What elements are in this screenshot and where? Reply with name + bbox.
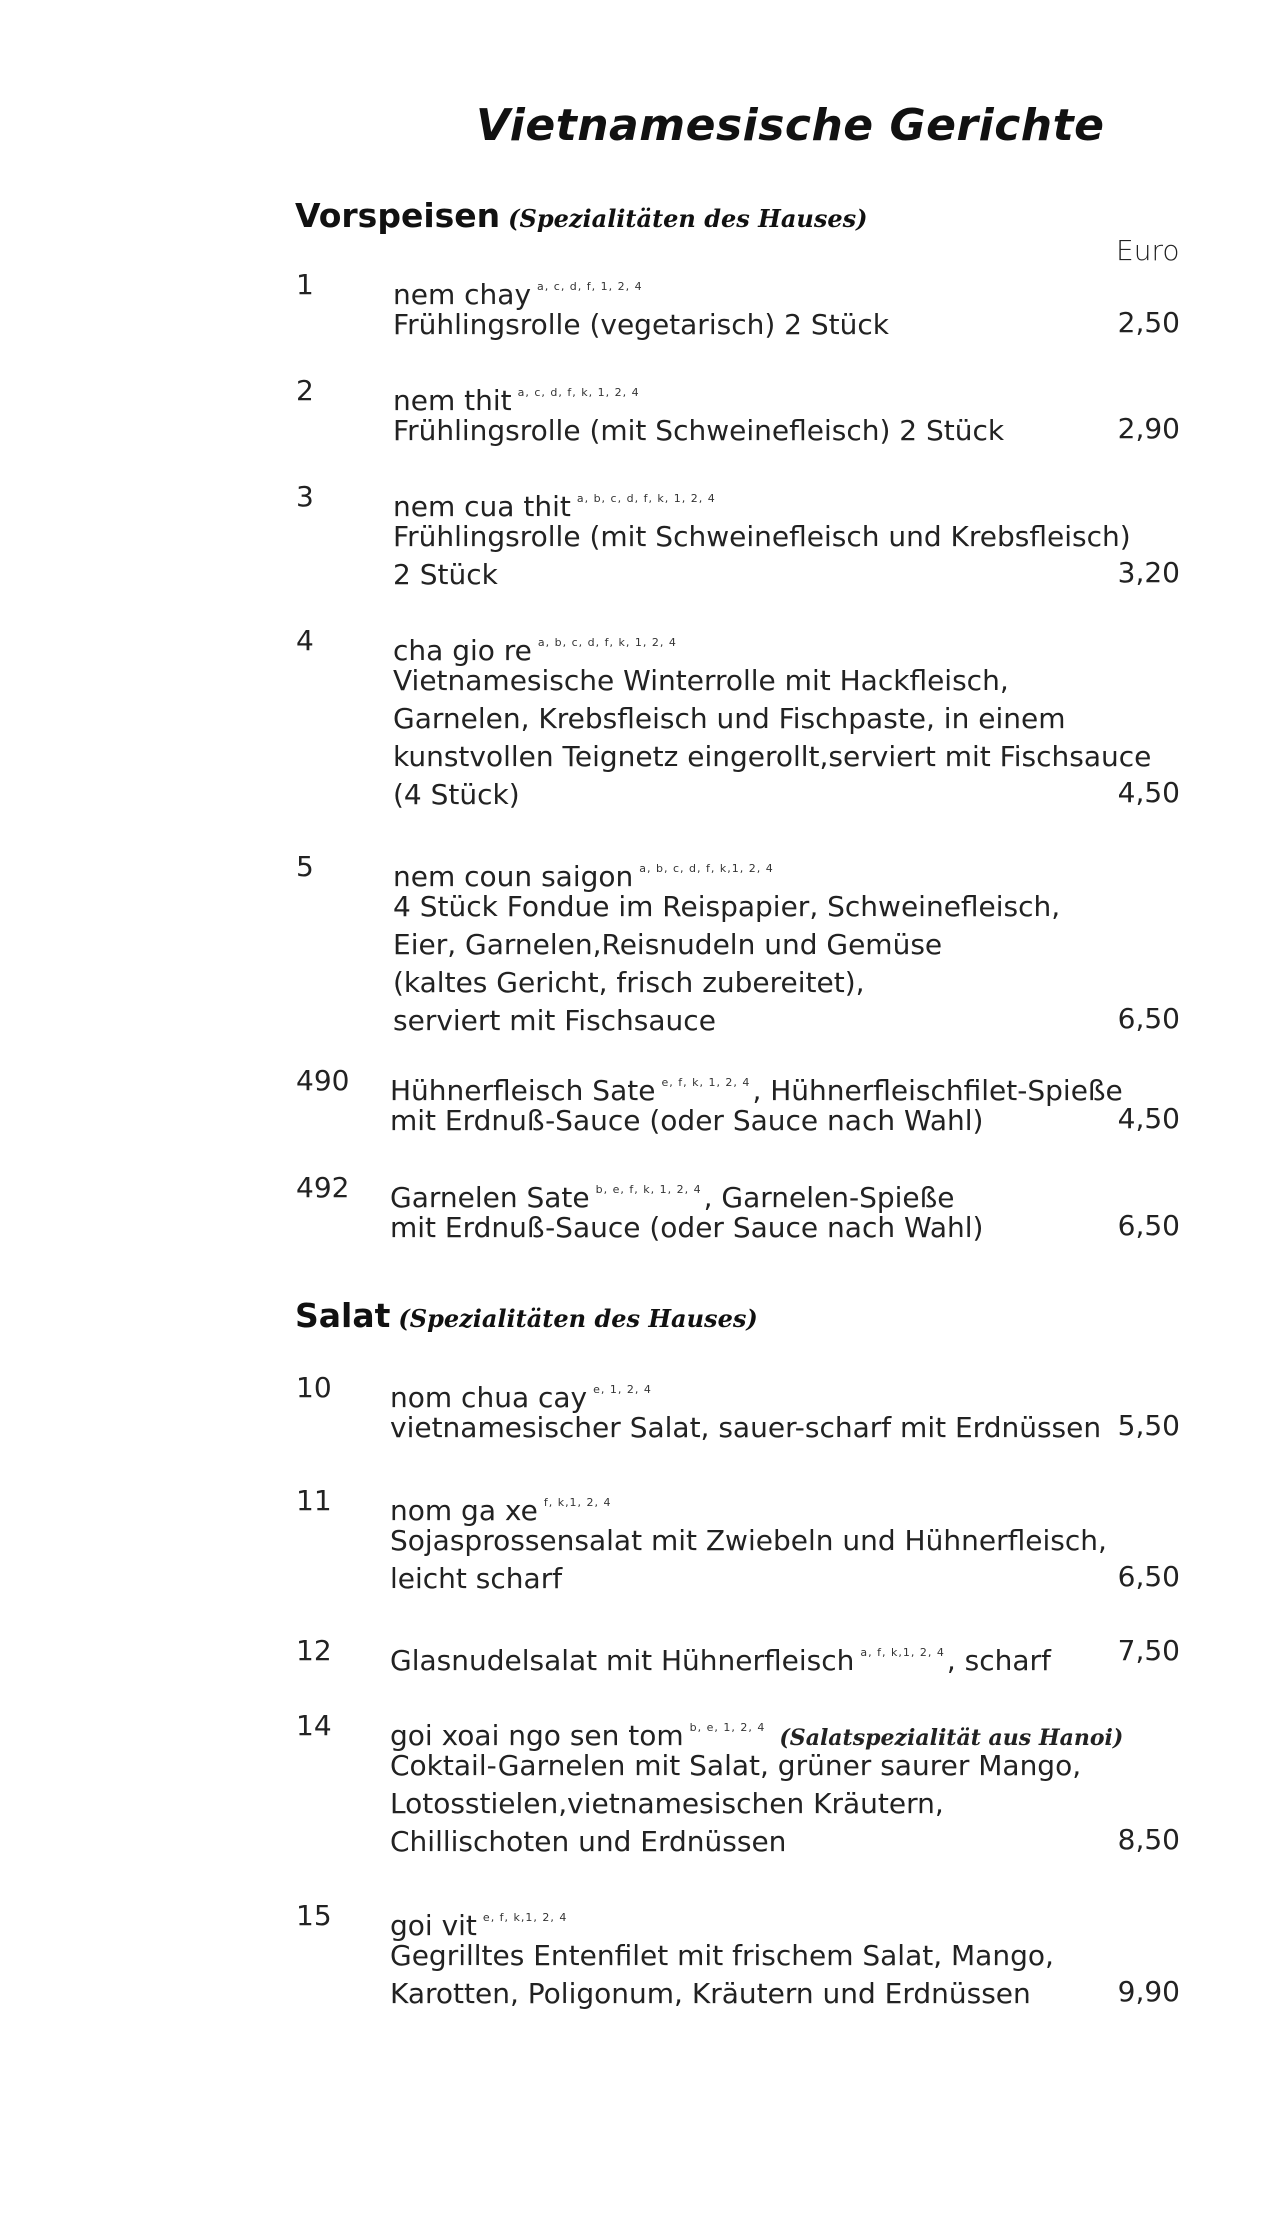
item-number: 492 (296, 1171, 350, 1204)
item-description-line: Karotten, Poligonum, Kräutern und Erdnüssen (390, 1977, 1031, 2010)
item-description-line: Frühlingsrolle (vegetarisch) 2 Stück (393, 308, 889, 341)
item-name: goi vit (390, 1909, 477, 1942)
item-description-line: serviert mit Fischsauce (393, 1004, 716, 1037)
item-price: 2,90 (1117, 412, 1180, 445)
item-name: nem cua thit (393, 490, 571, 523)
item-description-line: 2 Stück (393, 558, 498, 591)
allergen-codes: a, c, d, f, 1, 2, 4 (537, 280, 643, 293)
item-name: Glasnudelsalat mit Hühnerfleisch (390, 1644, 855, 1677)
item-description-line: Vietnamesische Winterrolle mit Hackfleisch, (393, 664, 1009, 697)
item-description-line: Lotosstielen,vietnamesischen Kräutern, (390, 1787, 944, 1820)
item-name-suffix: , Hühnerfleischfilet-Spieße (752, 1074, 1123, 1107)
section-header-vorspeisen (295, 196, 867, 235)
item-price: 6,50 (1117, 1209, 1180, 1242)
item-description-line: kunstvollen Teignetz eingerollt,serviert mit Fischsauce (393, 740, 1152, 773)
item-description-line: Chillischoten und Erdnüssen (390, 1825, 787, 1858)
item-description-line: 4 Stück Fondue im Reispapier, Schweinefleisch, (393, 890, 1061, 923)
item-description-line: Garnelen, Krebsfleisch und Fischpaste, in einem (393, 702, 1066, 735)
item-name: nom ga xe (390, 1494, 538, 1527)
section-subtitle: (Spezialitäten des Hauses) (508, 204, 868, 233)
item-name: cha gio re (393, 634, 532, 667)
item-price: 3,20 (1117, 556, 1180, 589)
item-description-line: Eier, Garnelen,Reisnudeln und Gemüse (393, 928, 943, 961)
item-price: 5,50 (1117, 1409, 1180, 1442)
item-description-line: Gegrilltes Entenfilet mit frischem Salat, Mango, (390, 1939, 1054, 1972)
item-name: goi xoai ngo sen tom (390, 1719, 684, 1752)
section-header-salat (295, 1296, 758, 1335)
item-price: 2,50 (1117, 306, 1180, 339)
item-description-line: leicht scharf (390, 1562, 563, 1595)
item-description-line: mit Erdnuß-Sauce (oder Sauce nach Wahl) (390, 1211, 984, 1244)
section-title: Vorspeisen (295, 196, 501, 235)
item-number: 12 (296, 1634, 332, 1667)
item-description-line: Frühlingsrolle (mit Schweinefleisch und Krebsfleisch) (393, 520, 1131, 553)
section-title: Salat (295, 1296, 391, 1335)
allergen-codes: e, 1, 2, 4 (593, 1383, 652, 1396)
item-number: 10 (296, 1371, 332, 1404)
item-price: 6,50 (1117, 1560, 1180, 1593)
item-description-line: vietnamesischer Salat, sauer-scharf mit Erdnüssen (390, 1411, 1102, 1444)
item-description-line: Frühlingsrolle (mit Schweinefleisch) 2 Stück (393, 414, 1005, 447)
item-description-line: (4 Stück) (393, 778, 520, 811)
allergen-codes: a, c, d, f, k, 1, 2, 4 (517, 386, 640, 399)
item-name: nem coun saigon (393, 860, 634, 893)
item-price: 6,50 (1117, 1002, 1180, 1035)
item-name-suffix: , Garnelen-Spieße (703, 1181, 955, 1214)
section-subtitle: (Spezialitäten des Hauses) (398, 1304, 758, 1333)
item-description-line: Sojasprossensalat mit Zwiebeln und Hühnerfleisch, (390, 1524, 1107, 1557)
allergen-codes: e, f, k,1, 2, 4 (482, 1911, 568, 1924)
allergen-codes: a, f, k,1, 2, 4 (860, 1646, 945, 1659)
allergen-codes: a, b, c, d, f, k, 1, 2, 4 (537, 636, 677, 649)
item-price: 8,50 (1117, 1823, 1180, 1856)
item-description-line: (kaltes Gericht, frisch zubereitet), (393, 966, 865, 999)
page-title: Vietnamesische Gerichte (476, 100, 1105, 151)
item-name: nem thit (393, 384, 512, 417)
currency-label: Euro (1116, 234, 1180, 267)
item-number: 14 (296, 1709, 332, 1742)
item-number: 1 (296, 268, 314, 301)
allergen-codes: a, b, c, d, f, k, 1, 2, 4 (576, 492, 716, 505)
item-price: 4,50 (1117, 776, 1180, 809)
allergen-codes: b, e, f, k, 1, 2, 4 (595, 1183, 702, 1196)
item-name: Hühnerfleisch Sate (390, 1074, 656, 1107)
item-number: 490 (296, 1064, 350, 1097)
allergen-codes: b, e, 1, 2, 4 (689, 1721, 766, 1734)
item-number: 11 (296, 1484, 332, 1517)
allergen-codes: f, k,1, 2, 4 (543, 1496, 612, 1509)
item-note: (Salatspezialität aus Hanoi) (779, 1725, 1124, 1751)
item-description-line: mit Erdnuß-Sauce (oder Sauce nach Wahl) (390, 1104, 984, 1137)
item-price: 7,50 (1117, 1634, 1180, 1667)
item-number: 4 (296, 624, 314, 657)
item-name: nom chua cay (390, 1381, 588, 1414)
item-description-line: Coktail-Garnelen mit Salat, grüner saurer Mango, (390, 1749, 1082, 1782)
item-name: nem chay (393, 278, 532, 311)
allergen-codes: e, f, k, 1, 2, 4 (661, 1076, 751, 1089)
item-name: Garnelen Sate (390, 1181, 590, 1214)
allergen-codes: a, b, c, d, f, k,1, 2, 4 (639, 862, 774, 875)
item-number: 3 (296, 480, 314, 513)
item-number: 2 (296, 374, 314, 407)
item-price: 9,90 (1117, 1975, 1180, 2008)
item-number: 15 (296, 1899, 332, 1932)
item-price: 4,50 (1117, 1102, 1180, 1135)
item-name-line (390, 1634, 1051, 1680)
item-number: 5 (296, 850, 314, 883)
item-name-suffix: , scharf (946, 1644, 1051, 1677)
